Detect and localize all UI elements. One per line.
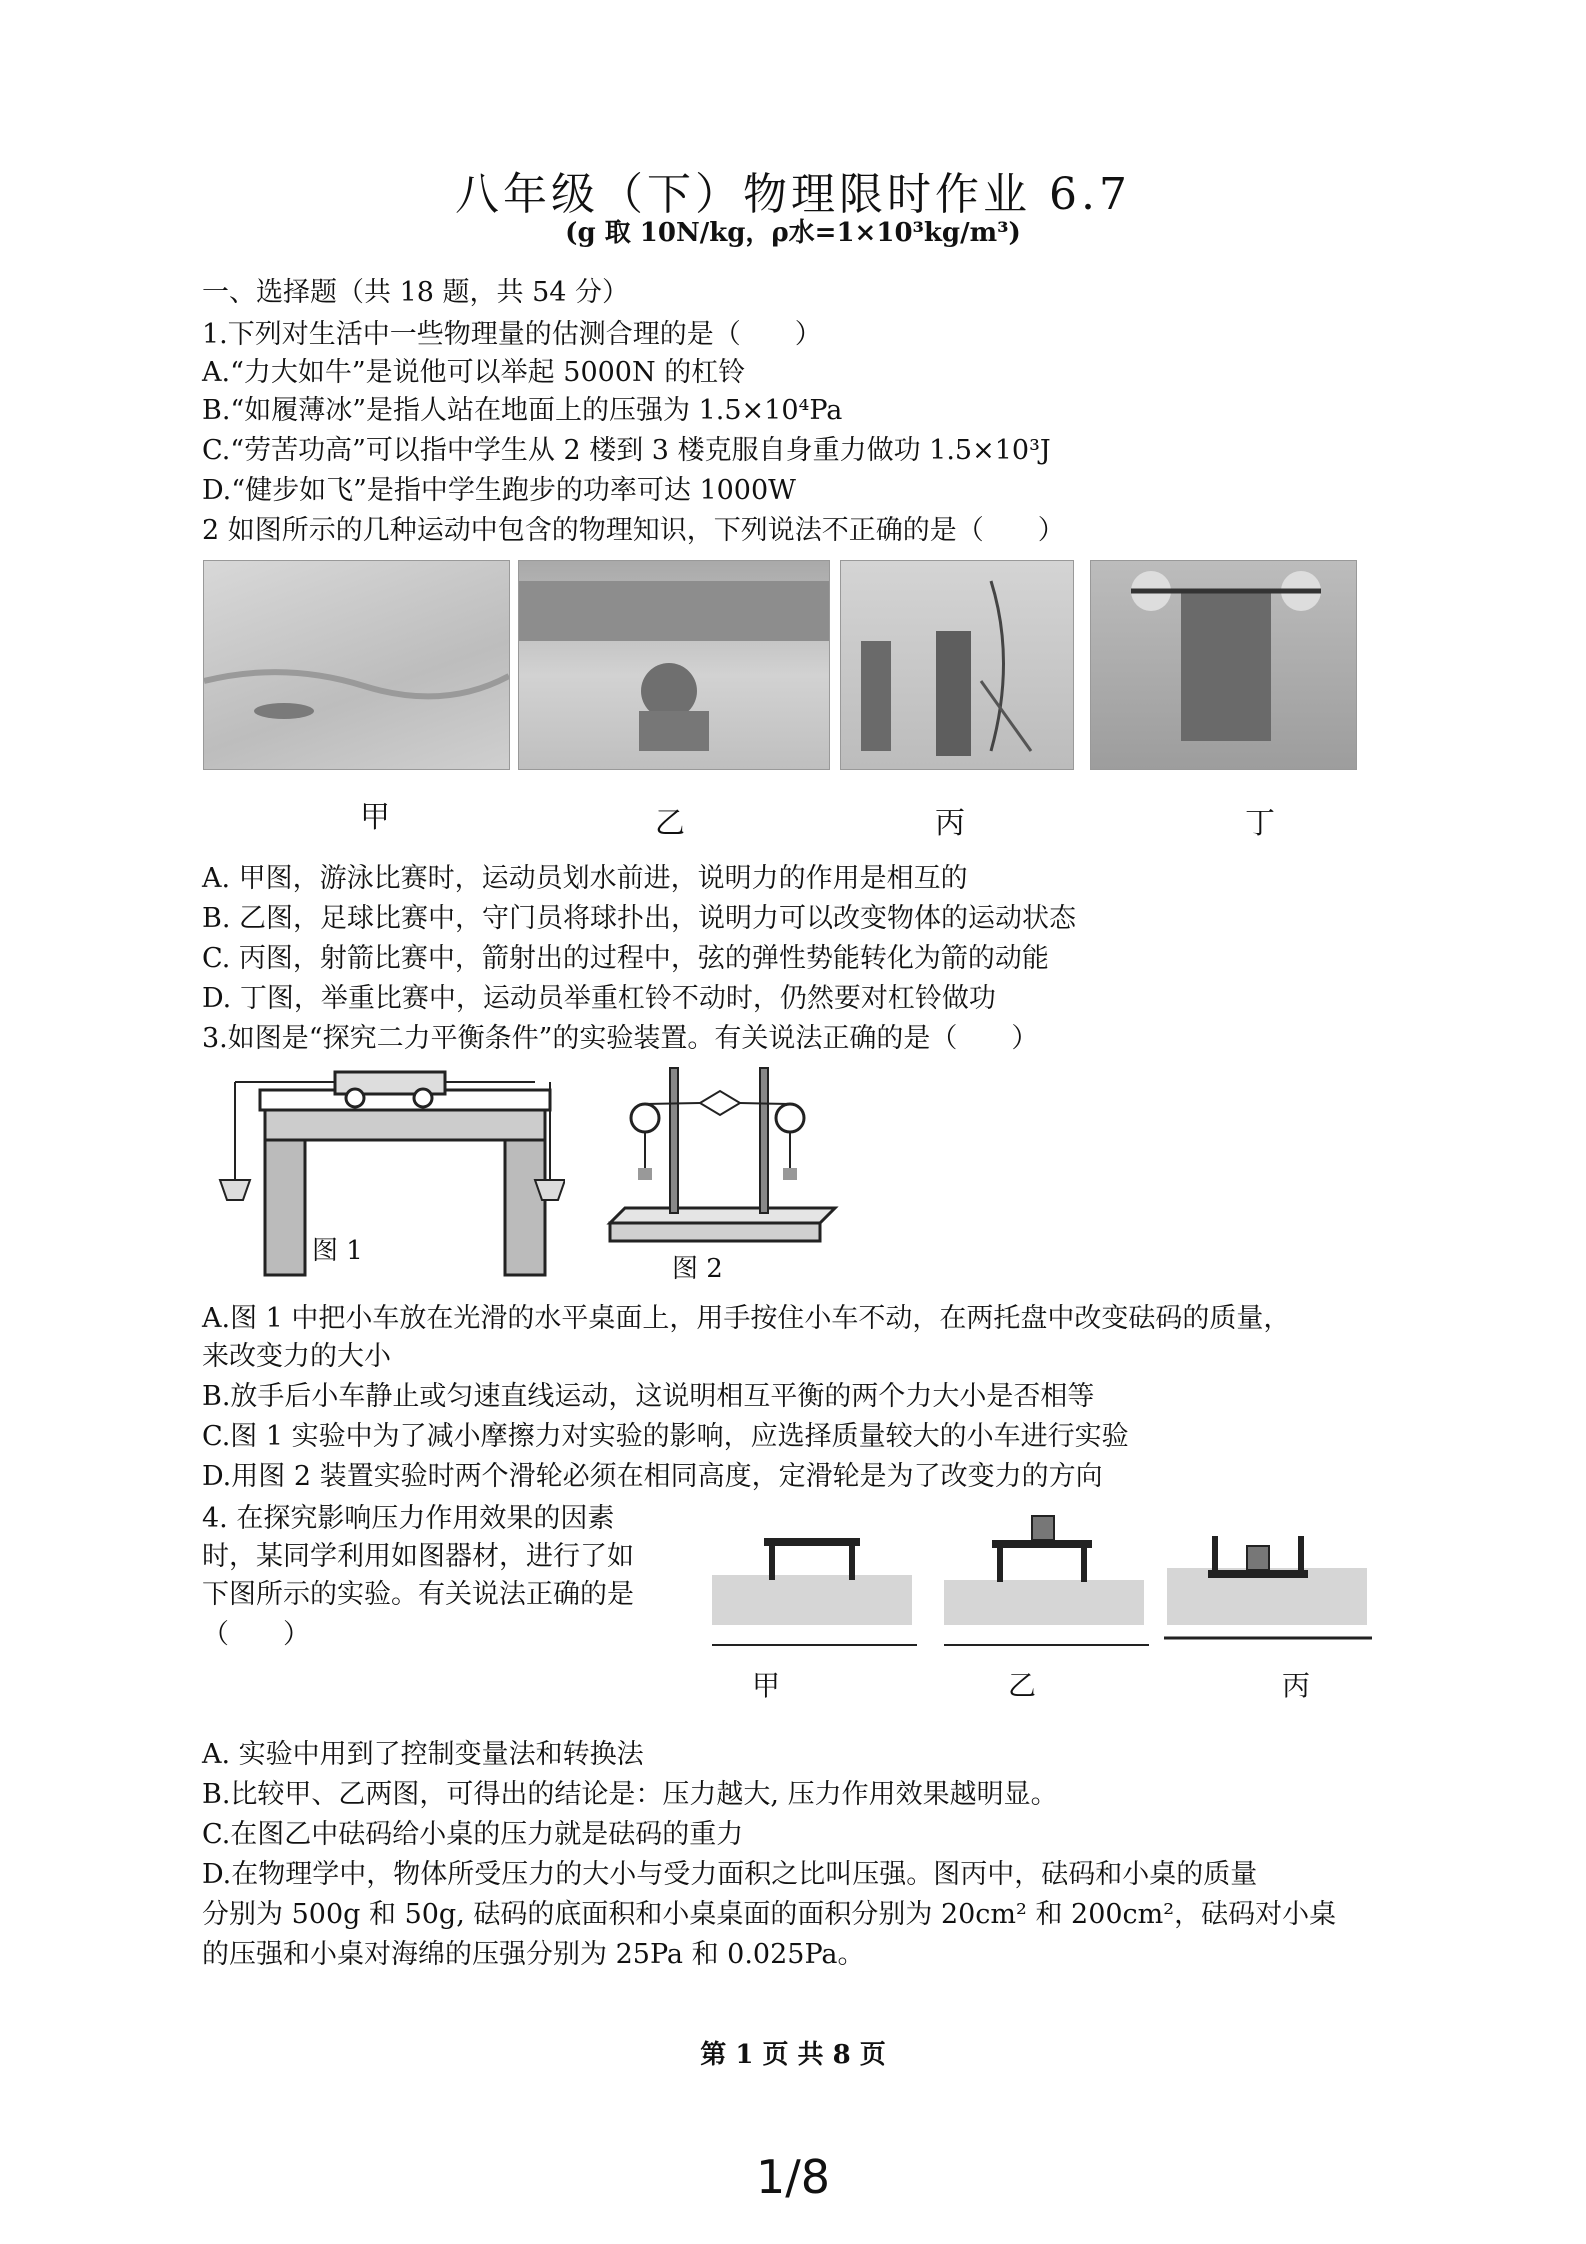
q2-caption-bing: 丙 (935, 806, 965, 841)
q3-option-c: C.图 1 实验中为了减小摩擦力对实验的影响，应选择质量较大的小车进行实验 (202, 1421, 1129, 1452)
page-subtitle: (g 取 10N/kg，ρ水=1×10³kg/m³) (565, 218, 1021, 248)
page-title: 八年级（下）物理限时作业 6.7 (455, 169, 1131, 220)
q3-option-a-line1: A.图 1 中把小车放在光滑的水平桌面上，用手按住小车不动，在两托盘中改变砝码的质量， (202, 1303, 1291, 1334)
q4-option-c: C.在图乙中砝码给小桌的压力就是砝码的重力 (202, 1819, 744, 1850)
q1-option-d: D.“健步如飞”是指中学生跑步的功率可达 1000W (202, 475, 796, 506)
q4-option-b: B.比较甲、乙两图，可得出的结论是：压力越大, 压力作用效果越明显。 (202, 1779, 1058, 1810)
q3-option-a-line2: 来改变力的大小 (202, 1341, 391, 1372)
q4-stem-line2: 时，某同学利用如图器材，进行了如 (202, 1541, 634, 1572)
q4-figure (712, 1500, 1372, 1650)
q4-caption-jia: 甲 (752, 1669, 781, 1702)
q4-option-d-line1: D.在物理学中，物体所受压力的大小与受力面积之比叫压强。图丙中，砝码和小桌的质量 (202, 1859, 1258, 1890)
q2-caption-jia: 甲 (360, 800, 390, 835)
q3-option-d: D.用图 2 装置实验时两个滑轮必须在相同高度，定滑轮是为了改变力的方向 (202, 1461, 1103, 1492)
page-indicator: 1/8 (755, 2150, 831, 2204)
swimming-photo (203, 560, 510, 770)
q1-stem: 1.下列对生活中一些物理量的估测合理的是（ ） (202, 319, 822, 350)
q3-figure-2 (600, 1058, 840, 1258)
q2-stem: 2 如图所示的几种运动中包含的物理知识，下列说法不正确的是（ ） (202, 515, 1065, 546)
q4-stem-line1: 4. 在探究影响压力作用效果的因素 (202, 1503, 615, 1534)
q4-stem-line3: 下图所示的实验。有关说法正确的是 (202, 1579, 634, 1610)
soccer-photo (518, 560, 830, 770)
q3-figure-1-label: 图 1 (312, 1236, 363, 1266)
q2-caption-yi: 乙 (655, 806, 685, 841)
q4-option-a: A. 实验中用到了控制变量法和转换法 (202, 1739, 644, 1770)
q1-option-c: C.“劳苦功高”可以指中学生从 2 楼到 3 楼克服自身重力做功 1.5×10³J (202, 435, 1051, 466)
q2-option-a: A. 甲图，游泳比赛时，运动员划水前进，说明力的作用是相互的 (202, 863, 968, 894)
page-footer: 第 1 页 共 8 页 (700, 2040, 886, 2070)
q4-caption-yi: 乙 (1008, 1669, 1037, 1702)
q1-option-a: A.“力大如牛”是说他可以举起 5000N 的杠铃 (202, 357, 746, 388)
q1-option-b: B.“如履薄冰”是指人站在地面上的压强为 1.5×10⁴Pa (202, 395, 843, 426)
weightlifting-photo (1090, 560, 1357, 770)
q2-option-c: C. 丙图，射箭比赛中，箭射出的过程中，弦的弹性势能转化为箭的动能 (202, 943, 1049, 974)
q2-option-b: B. 乙图，足球比赛中，守门员将球扑出，说明力可以改变物体的运动状态 (202, 903, 1077, 934)
q3-stem: 3.如图是“探究二力平衡条件”的实验装置。有关说法正确的是（ ） (202, 1023, 1039, 1054)
q3-figure-1 (205, 1060, 565, 1280)
section-heading: 一、选择题（共 18 题，共 54 分） (202, 277, 630, 308)
q4-option-d-line2: 分别为 500g 和 50g, 砝码的底面积和小桌桌面的面积分别为 20cm² 和 200cm²，砝码对小桌 (202, 1899, 1337, 1930)
q4-option-d-line3: 的压强和小桌对海绵的压强分别为 25Pa 和 0.025Pa。 (202, 1939, 865, 1970)
archery-photo (840, 560, 1074, 770)
q2-caption-ding: 丁 (1245, 806, 1275, 841)
q4-caption-bing: 丙 (1282, 1669, 1311, 1702)
q3-figure-2-label: 图 2 (672, 1254, 723, 1284)
q3-option-b: B.放手后小车静止或匀速直线运动，这说明相互平衡的两个力大小是否相等 (202, 1381, 1095, 1412)
q2-option-d: D. 丁图，举重比赛中，运动员举重杠铃不动时，仍然要对杠铃做功 (202, 983, 996, 1014)
q4-stem-line4: （ ） (202, 1619, 310, 1650)
